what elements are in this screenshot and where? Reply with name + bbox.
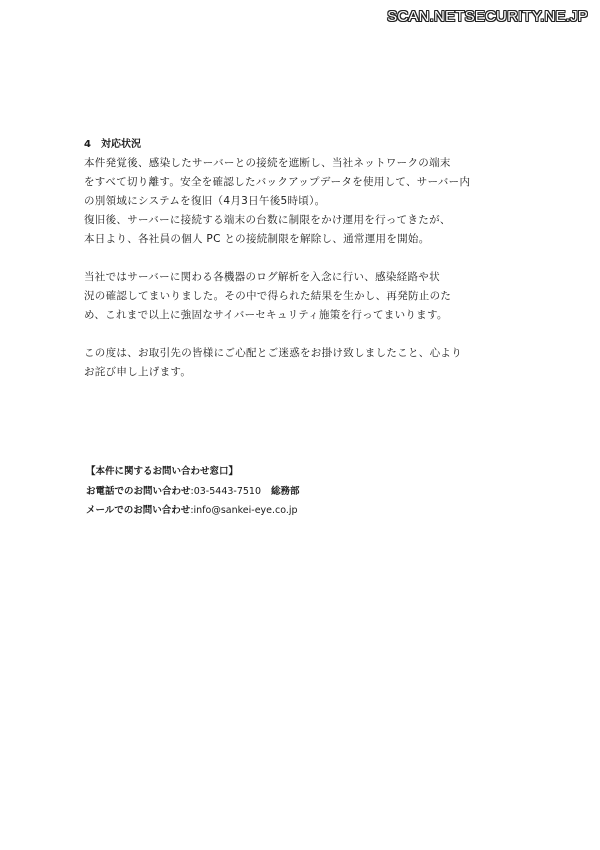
phone-label: お電話でのお問い合わせ xyxy=(86,485,191,497)
contact-block xyxy=(86,462,526,521)
paragraph-line: 況の確認してまいりました。その中で得られた結果を生かし、再発防止のた xyxy=(84,290,452,302)
contact-heading: 【本件に関するお問い合わせ窓口】 xyxy=(86,466,239,477)
section-heading xyxy=(84,136,524,154)
paragraph-apology xyxy=(84,344,524,382)
section-title: 対応状況 xyxy=(100,139,141,150)
paragraph-status xyxy=(84,154,524,249)
contact-phone xyxy=(86,482,526,502)
paragraph-line: をすべて切り離す。安全を確認したバックアップデータを使用して、サーバー内 xyxy=(84,176,471,188)
paragraph-line: 本件発覚後、感染したサーバーとの接続を遮断し、当社ネットワークの端末 xyxy=(84,157,451,169)
paragraph-investigation xyxy=(84,268,524,325)
document-body xyxy=(84,136,524,382)
site-watermark: SCAN.NETSECURITY.NE.JP xyxy=(387,8,588,25)
paragraph-line: 当社ではサーバーに関わる各機器のログ解析を入念に行い、感染経路や状 xyxy=(84,271,440,283)
paragraph-line: お詫び申し上げます。 xyxy=(84,366,192,378)
paragraph-line: の別領域にシステムを復旧（4月3日午後5時頃）。 xyxy=(84,195,326,207)
paragraph-line: め、これまで以上に強固なサイバーセキュリティ施策を行ってまいります。 xyxy=(84,309,448,321)
section-number: 4 xyxy=(84,139,91,150)
mail-label: メールでのお問い合わせ xyxy=(86,505,191,516)
paragraph-line: 復旧後、サーバーに接続する端末の台数に制限をかけ運用を行ってきたが、 xyxy=(84,214,451,226)
contact-mail xyxy=(86,501,526,521)
phone-department: 総務部 xyxy=(270,485,300,497)
mail-address[interactable]: :info@sankei-eye.co.jp xyxy=(190,505,298,516)
paragraph-line: 本日より、各社員の個人 PC との接続制限を解除し、通常運用を開始。 xyxy=(84,233,430,245)
phone-number: :03-5443-7510 xyxy=(190,485,262,497)
paragraph-line: この度は、お取引先の皆様にご心配とご迷惑をお掛け致しましたこと、心より xyxy=(84,347,462,359)
